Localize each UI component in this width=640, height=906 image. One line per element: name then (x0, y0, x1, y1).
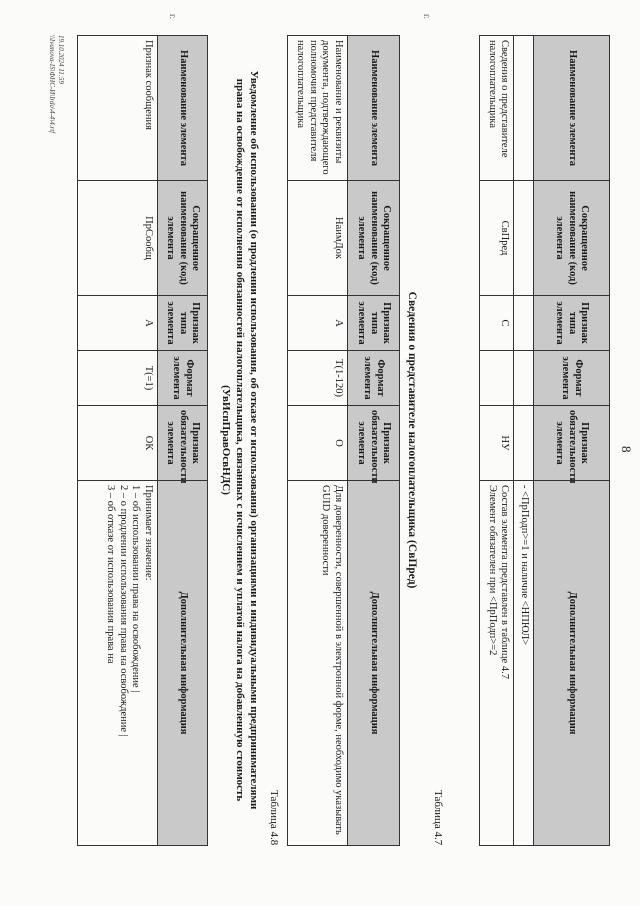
table-cell: Признак сообщения (78, 36, 158, 181)
table-4-8 (77, 35, 208, 846)
footer-stamp-date: 19.10.2024 11:59 (57, 35, 65, 85)
table-cell: - <ПрПодп>=1 и наличие <НПЮЛ> (514, 481, 534, 846)
table-cell (514, 351, 534, 406)
table-cell (514, 181, 534, 296)
table-continuation (479, 35, 610, 846)
header-cell: Наименование элемента (534, 36, 610, 181)
header-cell: Сокращенное наименование (код) элемента (348, 181, 400, 296)
table-cell: T(=1) (78, 351, 158, 406)
header-cell: Сокращенное наименование (код) элемента (158, 181, 208, 296)
table-4-8-title: Уведомление об использовании (о продлении использования, об отказе от использования) организациями и индивидуальными предпринимателями права на освобождение от исполнения обязанностей налогоплательщика, связанных с исчислением и уплатой налога на добавленную стоимость (УвИспПравОсвНДС) (220, 70, 260, 810)
table-header-row (348, 36, 400, 846)
header-cell: Наименование элемента (158, 36, 208, 181)
table-cell (514, 36, 534, 181)
table-cell: Для доверенности, совершенной в электронной форме, необходимо указывать GUID доверенности (288, 481, 348, 846)
table-cell: Состав элемента представлен в таблице 4.7 Элемент обязателен при <ПрПодп>=2 (480, 481, 514, 846)
table-cell: T(1-120) (288, 351, 348, 406)
header-cell: Дополнительная информация (534, 481, 610, 846)
table-cell: С (480, 296, 514, 351)
header-cell: Дополнительная информация (348, 481, 400, 846)
header-cell: Признак типа элемента (158, 296, 208, 351)
table-cell: СвПред (480, 181, 514, 296)
margin-mark: г. (168, 14, 178, 19)
table-4-8-label: Таблица 4.8 (268, 790, 280, 846)
header-cell: Признак типа элемента (348, 296, 400, 351)
table-cell: НУ (480, 406, 514, 481)
table-cell: А (288, 296, 348, 351)
table-cell: Принимает значение: 1 – об использовании права на освобождение | 2 – о продлении использования права на освобождение | 3 – об отказе от использования права на (78, 481, 158, 846)
table-header-row (534, 36, 610, 846)
table-row (480, 36, 514, 846)
table-4-7-label: Таблица 4.7 (432, 790, 444, 846)
header-cell: Признак обязательности элемента (348, 406, 400, 481)
margin-mark: г. (422, 14, 432, 19)
table-cell: А (78, 296, 158, 351)
header-cell: Признак обязательности элемента (534, 406, 610, 481)
table-row (514, 36, 534, 846)
footer-stamp-path: \\Ivanova-IS\ФНС-И\Irdo\4-4\4.rtf (47, 35, 56, 134)
table-row (78, 36, 158, 846)
header-cell: Формат элемента (348, 351, 400, 406)
table-cell (480, 351, 514, 406)
table-cell (514, 296, 534, 351)
header-cell: Дополнительная информация (158, 481, 208, 846)
table-cell: ПрСообщ (78, 181, 158, 296)
header-cell: Наименование элемента (348, 36, 400, 181)
header-cell: Признак обязательности элемента (158, 406, 208, 481)
table-cell: О (288, 406, 348, 481)
table-cell: НаимДок (288, 181, 348, 296)
table-cell: Сведения о представителе налогоплательщика (480, 36, 514, 181)
table-header-row (158, 36, 208, 846)
table-cell (514, 406, 534, 481)
table-4-7 (287, 35, 400, 846)
header-cell: Признак типа элемента (534, 296, 610, 351)
table-4-7-title: Сведения о представителе налогоплательщика (СвПред) (406, 291, 418, 589)
table-row (288, 36, 348, 846)
header-cell: Формат элемента (534, 351, 610, 406)
page-number: 8 (619, 446, 634, 453)
table-cell: ОК (78, 406, 158, 481)
table-cell: Наименование и реквизиты документа, подтверждающего полномочия представителя налогоплательщика (288, 36, 348, 181)
footer-stamp (47, 35, 65, 133)
header-cell: Сокращенное наименование (код) элемента (534, 181, 610, 296)
header-cell: Формат элемента (158, 351, 208, 406)
